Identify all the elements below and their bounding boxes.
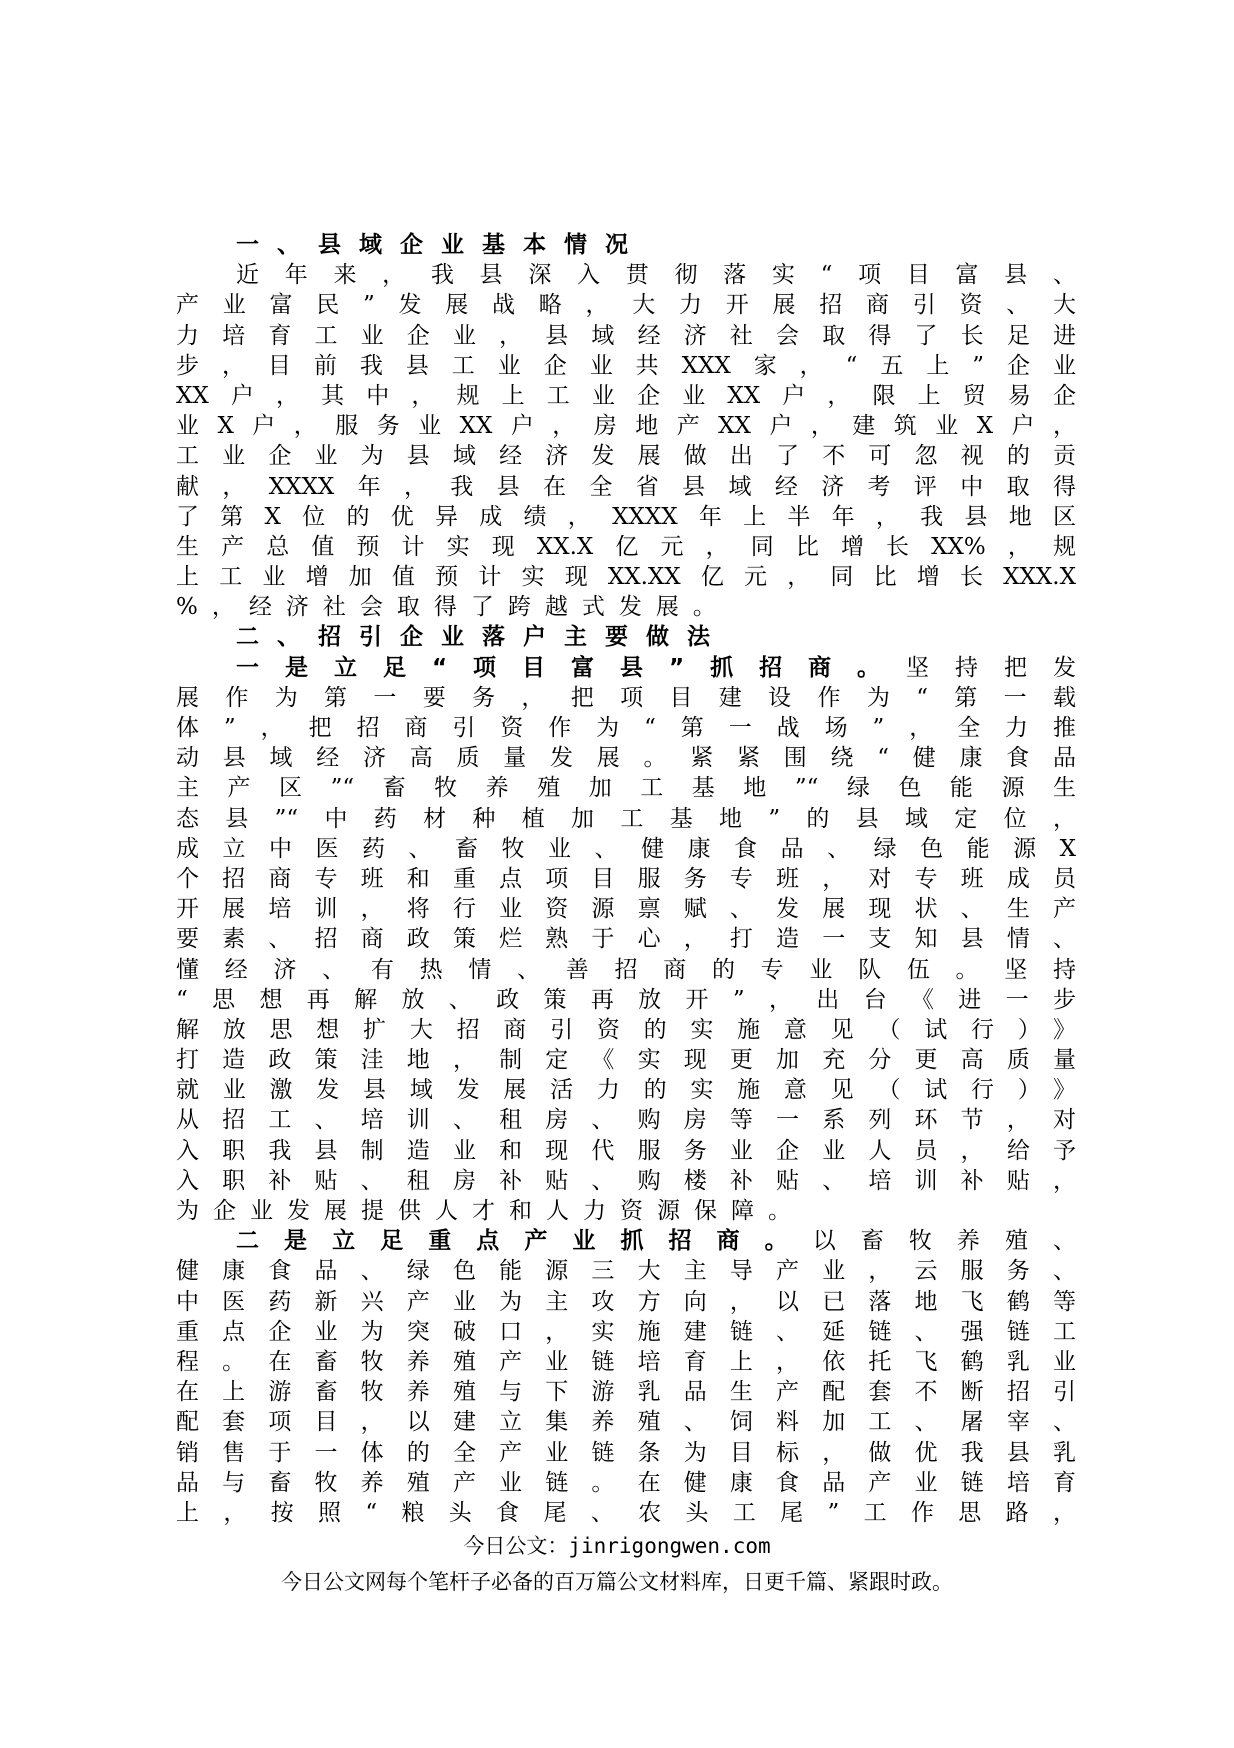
text-line: %，经济社会取得了跨越式发展。: [176, 594, 730, 621]
text-line: 工业企业为县域经济发展做出了不可忽视的贡: [176, 443, 1076, 470]
footer-label: 今日公文：: [463, 1534, 569, 1558]
text-line: 生产总值预计实现XX.X亿元，同比增长XX%，规: [176, 533, 1076, 560]
text-line: 了第X位的优异成绩，XXXX年上半年，我县地区: [176, 503, 1076, 530]
text-line: 上，按照“粮头食尾、农头工尾”工作思路，: [176, 1499, 1076, 1526]
text-line: 业X户，服务业XX户，房地产XX户，建筑业X户，: [176, 413, 1076, 440]
section-heading-1: 一、县域企业基本情况: [236, 232, 646, 258]
text-line: 要素、招商政策烂熟于心，打造一支知县情、: [176, 926, 1076, 953]
text-line: “思想再解放、政策再放开”，出台《进一步: [176, 986, 1076, 1013]
footer-site-link[interactable]: jinrigongwen.com: [568, 1534, 771, 1558]
text-line: 配套项目，以建立集养殖、饲料加工、屠宰、: [176, 1409, 1076, 1436]
text-line: 产业富民”发展战略，大力开展招商引资、大: [176, 292, 1076, 319]
document-body: [176, 230, 1076, 1528]
text-line: [176, 653, 1076, 683]
section-heading-2: 二、招引企业落户主要做法: [236, 624, 728, 651]
text-line: 成立中医药、畜牧业、健康食品、绿色能源X: [176, 835, 1076, 862]
paragraph-1: [176, 653, 1076, 1227]
text-line: 为企业发展提供人才和人力资源保障。: [176, 1198, 805, 1224]
text-line: 态县”“中药材种植加工基地”的县域定位，: [176, 805, 1076, 832]
text-line: 力培育工业企业，县域经济社会取得了长足进: [176, 322, 1076, 349]
text-span: 以畜牧养殖、: [812, 1228, 1077, 1255]
text-line: 体”，把招商引资作为“第一战场”，全力推: [176, 715, 1076, 741]
paragraph-lead: 一是立足“项目富县”抓招商。: [236, 654, 907, 681]
text-line: 入职我县制造业和现代服务业企业人员，给予: [176, 1137, 1076, 1164]
text-line: 中医药新兴产业为主攻方向，以已落地飞鹤等: [176, 1288, 1076, 1315]
text-line: [176, 1226, 1076, 1256]
text-line: 开展培训，将行业资源禀赋、发展现状、生产: [176, 896, 1076, 923]
text-span: 坚持把发: [906, 654, 1077, 681]
footer-slogan: 今日公文网每个笔杆子必备的百万篇公文材料库，日更千篇、紧跟时政。: [281, 1570, 953, 1594]
paragraph-2: [176, 1226, 1076, 1528]
text-line: 上工业增加值预计实现XX.XX亿元，同比增长XXX.X: [176, 564, 1076, 591]
text-line: 入职补贴、租房补贴、购楼补贴、培训补贴，: [176, 1167, 1076, 1194]
section1-paragraph: [176, 260, 1076, 622]
text-line: 步，目前我县工业企业共XXX家，“五上”企业: [176, 352, 1076, 379]
text-line: 就业激发县域发展活力的实施意见（试行）》: [176, 1077, 1076, 1104]
text-line: 在上游畜牧养殖与下游乳品生产配套不断招引: [176, 1379, 1076, 1406]
text-line: 近年来，我县深入贯彻落实“项目富县、: [236, 262, 1076, 289]
text-line: 解放思想扩大招商引资的实施意见（试行）》: [176, 1016, 1076, 1043]
text-line: 动县域经济高质量发展。紧紧围绕“健康食品: [176, 745, 1076, 772]
text-line: 程。在畜牧养殖产业链培育上，依托飞鹤乳业: [176, 1348, 1076, 1375]
text-line: 打造政策洼地，制定《实现更加充分更高质量: [176, 1047, 1076, 1074]
text-line: 展作为第一要务，把项目建设作为“第一载: [176, 684, 1076, 711]
text-line: 献，XXXX年，我县在全省县域经济考评中取得: [176, 473, 1076, 500]
text-line: 重点企业为突破口，实施建链、延链、强链工: [176, 1318, 1076, 1345]
text-line: 个招商专班和重点项目服务专班，对专班成员: [176, 865, 1076, 892]
text-line: XX户，其中，规上工业企业XX户，限上贸易企: [176, 382, 1076, 409]
footer-source: [0, 1530, 1234, 1560]
text-line: 懂经济、有热情、善招商的专业队伍。坚持: [176, 956, 1076, 983]
text-line: 健康食品、绿色能源三大主导产业，云服务、: [176, 1258, 1076, 1285]
text-line: 品与畜牧养殖产业链。在健康食品产业链培育: [176, 1469, 1076, 1496]
paragraph-lead: 二是立足重点产业抓招商。: [236, 1228, 813, 1255]
text-line: 销售于一体的全产业链条为目标，做优我县乳: [176, 1439, 1076, 1466]
text-line: 从招工、培训、租房、购房等一系列环节，对: [176, 1107, 1076, 1134]
text-line: 主产区”“畜牧养殖加工基地”“绿色能源生: [176, 775, 1076, 802]
